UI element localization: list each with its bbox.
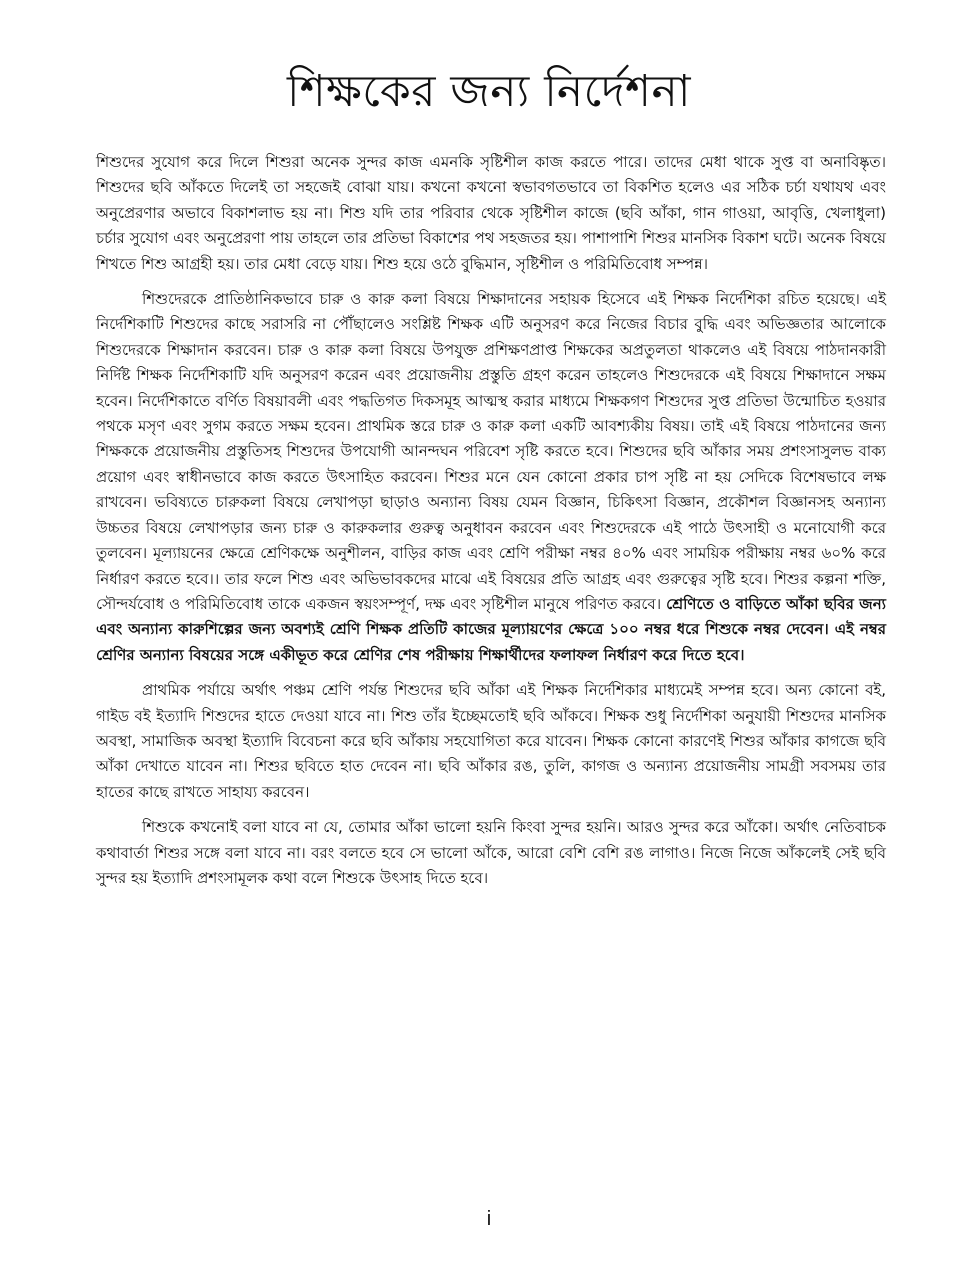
- body-text: [96, 150, 886, 901]
- page-number: i: [486, 1208, 492, 1230]
- page-title: শিক্ষকের জন্য নির্দেশনা: [287, 66, 691, 117]
- paragraph-2-regular-text: শিশুদেরকে প্রাতিষ্ঠানিকভাবে চারু ও কারু কলা বিষয়ে শিক্ষাদানের সহায়ক হিসেবে এই শিক্ষক নির্দেশিকা রচিত হয়েছে। এই নির্দেশিকাটি শিশুদের কাছে সরাসরি না পৌঁছালেও সংশ্লিষ্ট শিক্ষক এটি অনুসরণ করে নিজের বিচার বুদ্ধি এবং অভিজ্ঞতার আলোকে শিশুদেরকে শিক্ষাদান করবেন। চারু ও কারু কলা বিষয়ে উপযুক্ত প্রশিক্ষণপ্রাপ্ত শিক্ষকের অপ্রতুলতা থাকলেও এই বিষয়ে পাঠদানকারী নির্দিষ্ট শিক্ষক নির্দেশিকাটি যদি অনুসরণ করেন এবং প্রয়োজনীয় প্রস্তুতি গ্রহণ করেন তাহলেও শিশুদেরকে এই বিষয়ে শিক্ষাদানে সক্ষম হবেন। নির্দেশিকাতে বর্ণিত বিষয়াবলী এবং পদ্ধতিগত দিকসমূহ আত্মস্থ করার মাধ্যমে শিক্ষকগণ শিশুদের সুপ্ত প্রতিভা উন্মোচিত হওয়ার পথকে মসৃণ এবং সুগম করতে সক্ষম হবেন। প্রাথমিক স্তরে চারু ও কারু কলা একটি আবশ্যকীয় বিষয়। তাই এই বিষয়ে পাঠদানের জন্য শিক্ষককে প্রয়োজনীয় প্রস্তুতিসহ শিশুদের উপযোগী আনন্দঘন পরিবেশ সৃষ্টি করতে হবে। শিশুদের ছবি আঁকার সময় প্রশংসাসুলভ বাক্য প্রয়োগ এবং স্বাধীনভাবে কাজ করতে উৎসাহিত করবেন। শিশুর মনে যেন কোনো প্রকার চাপ সৃষ্টি না হয় সেদিকে বিশেষভাবে লক্ষ রাখবেন। ভবিষ্যতে চারুকলা বিষয়ে লেখাপড়া ছাড়াও অন্যান্য বিষয় যেমন বিজ্ঞান, চিকিৎসা বিজ্ঞান, প্রকৌশল বিজ্ঞানসহ অন্যান্য উচ্চতর বিষয়ে লেখাপড়ার জন্য চারু ও কারুকলার গুরুত্ব অনুধাবন করবেন এবং শিশুদেরকে এই পাঠে উৎসাহী ও মনোযোগী করে তুলবেন। মূল্যায়নের ক্ষেত্রে শ্রেণিকক্ষে অনুশীলন, বাড়ির কাজ এবং শ্রেণি পরীক্ষা নম্বর ৪০% এবং সাময়িক পরীক্ষায় নম্বর ৬০% করে নির্ধারণ করতে হবে।। তার ফলে শিশু এবং অভিভাবকদের মাঝে এই বিষয়ের প্রতি আগ্রহ এবং গুরুত্বের সৃষ্টি হবে। শিশুর কল্পনা শক্তি, সৌন্দর্যবোধ ও পরিমিতিবোধ তাকে একজন স্বয়ংসম্পূর্ণ, দক্ষ এবং সৃষ্টিশীল মানুষে পরিণত করবে।: [96, 290, 886, 613]
- paragraph-1: শিশুদের সুযোগ করে দিলে শিশুরা অনেক সুন্দর কাজ এমনকি সৃষ্টিশীল কাজ করতে পারে। তাদের মেধা থাকে সুপ্ত বা অনাবিষ্কৃত। শিশুদের ছবি আঁকতে দিলেই তা সহজেই বোঝা যায়। কখনো কখনো স্বভাবগতভাবে তা বিকশিত হলেও এর সঠিক চর্চা যথাযথ এবং অনুপ্রেরণার অভাবে বিকাশলাভ হয় না। শিশু যদি তার পরিবার থেকে সৃষ্টিশীল কাজে (ছবি আঁকা, গান গাওয়া, আবৃত্তি, খেলাধুলা) চর্চার সুযোগ এবং অনুপ্রেরণা পায় তাহলে তার প্রতিভা বিকাশের পথ সহজতর হয়। পাশাপাশি শিশুর মানসিক বিকাশ ঘটে। অনেক বিষয়ে শিখতে শিশু আগ্রহী হয়। তার মেধা বেড়ে যায়। শিশু হয়ে ওঠে বুদ্ধিমান, সৃষ্টিশীল ও পরিমিতিবোধ সম্পন্ন।: [96, 153, 886, 273]
- paragraph-2-bold-text: শ্রেণিতে ও বাড়িতে আঁকা ছবির জন্য এবং অন্যান্য কারুশিল্পের জন্য অবশ্যই শ্রেণি শিক্ষক প্রতিটি কাজের মূল্যায়ণের ক্ষেত্রে ১০০ নম্বর ধরে শিশুকে নম্বর দেবেন। এই নম্বর শ্রেণির অন্যান্য বিষয়ের সঙ্গে একীভূত করে শ্রেণির শেষ পরীক্ষায় শিক্ষার্থীদের ফলাফল নির্ধারণ করে দিতে হবে।: [96, 594, 886, 664]
- paragraph-3: প্রাথমিক পর্যায়ে অর্থাৎ পঞ্চম শ্রেণি পর্যন্ত শিশুদের ছবি আঁকা এই শিক্ষক নির্দেশিকার মাধ্যমেই সম্পন্ন হবে। অন্য কোনো বই, গাইড বই ইত্যাদি শিশুদের হাতে দেওয়া যাবে না। শিশু তাঁর ইচ্ছেমতোই ছবি আঁকবে। শিক্ষক শুধু নির্দেশিকা অনুযায়ী শিশুদের মানসিক অবস্থা, সামাজিক অবস্থা ইত্যাদি বিবেচনা করে ছবি আঁকায় সহযোগিতা করে যাবেন। শিক্ষক কোনো কারণেই শিশুর আঁকার কাগজে ছবি আঁকা দেখাতে যাবেন না। শিশুর ছবিতে হাত দেবেন না। ছবি আঁকার রঙ, তুলি, কাগজ ও অন্যান্য প্রয়োজনীয় সামগ্রী সবসময় তার হাতের কাছে রাখতে সাহায্য করবেন।: [96, 681, 886, 801]
- paragraph-4: শিশুকে কখনোই বলা যাবে না যে, তোমার আঁকা ভালো হয়নি কিংবা সুন্দর হয়নি। আরও সুন্দর করে আঁকো। অর্থাৎ নেতিবাচক কথাবার্তা শিশুর সঙ্গে বলা যাবে না। বরং বলতে হবে সে ভালো আঁকে, আরো বেশি বেশি রঙ লাগাও। নিজে নিজে আঁকলেই সেই ছবি সুন্দর হয় ইত্যাদি প্রশংসামূলক কথা বলে শিশুকে উৎসাহ দিতে হবে।: [96, 818, 886, 887]
- paragraph-2: [96, 287, 886, 668]
